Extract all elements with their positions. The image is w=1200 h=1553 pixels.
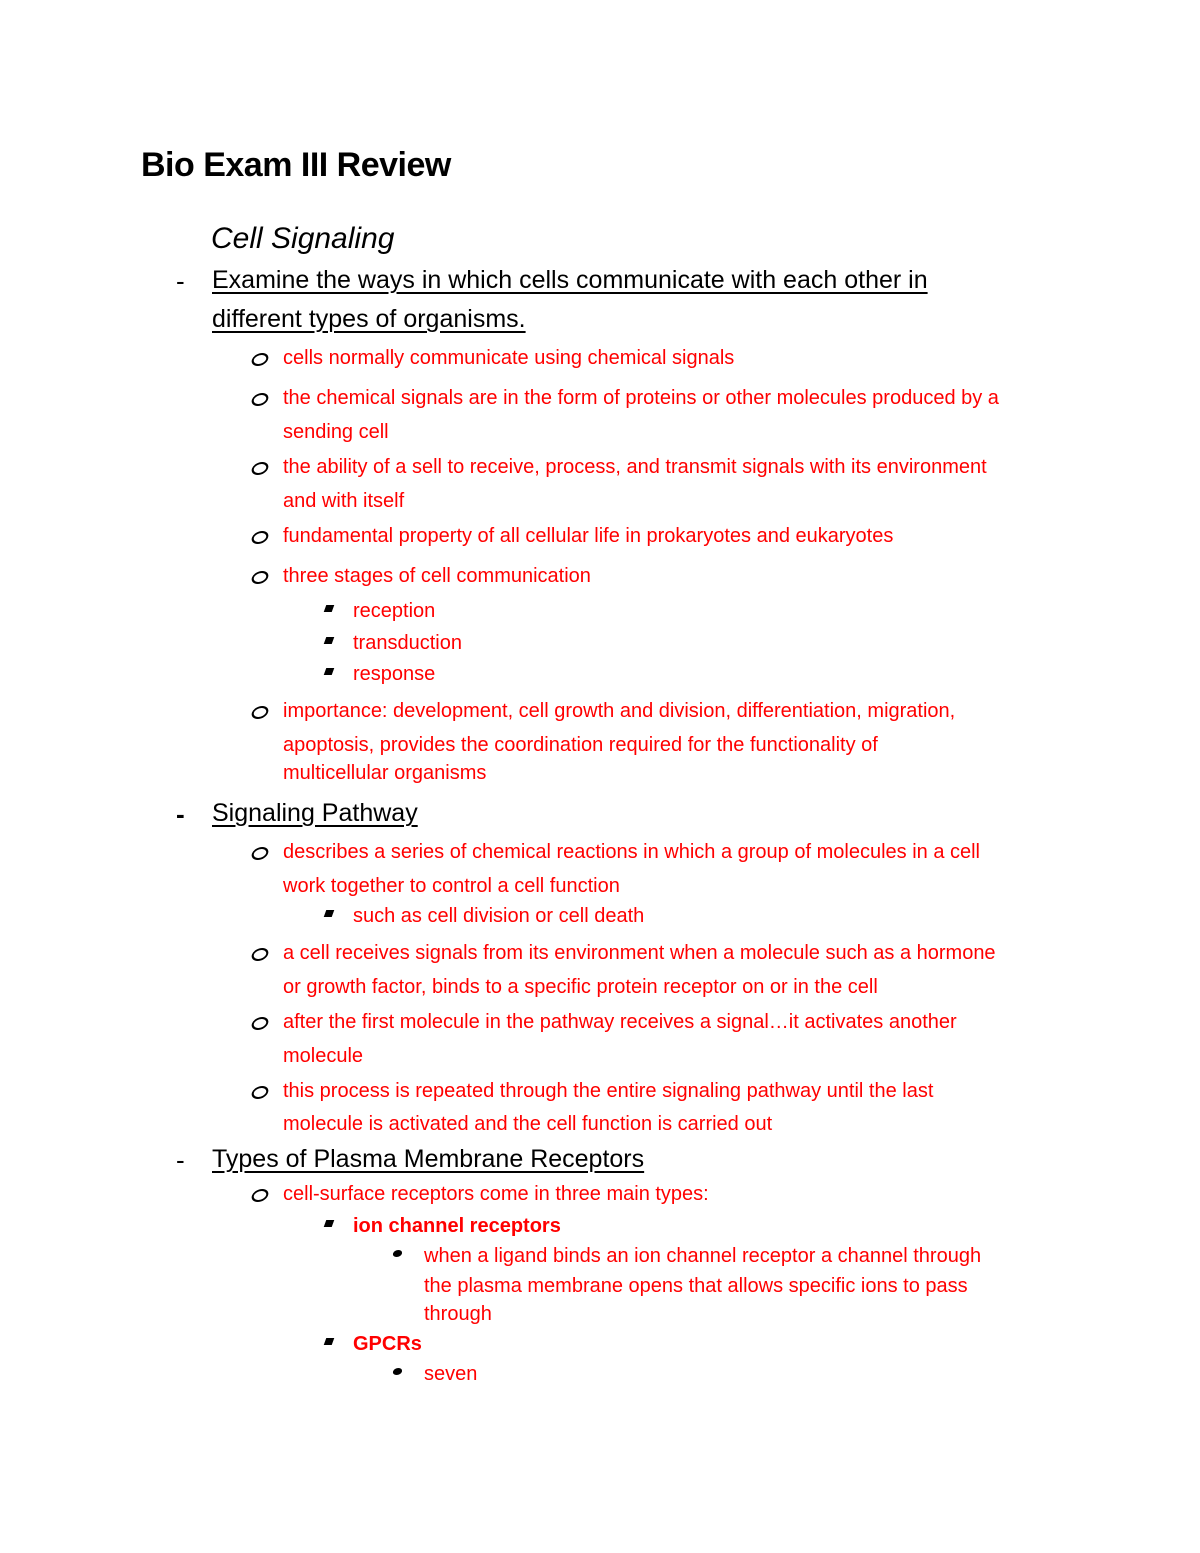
square-bullet-icon bbox=[324, 605, 335, 612]
document-title: Bio Exam III Review bbox=[141, 146, 451, 184]
list-item-cont: and with itself bbox=[283, 490, 405, 512]
list-item: this process is repeated through the entire signaling pathway until the last bbox=[283, 1080, 934, 1102]
circle-bullet-icon bbox=[250, 1017, 271, 1030]
square-bullet-icon bbox=[324, 1338, 335, 1345]
topic-heading: Examine the ways in which cells communicate with each other in bbox=[212, 266, 928, 294]
list-item: importance: development, cell growth and division, differentiation, migration, bbox=[283, 700, 956, 722]
sub-list-item: GPCRs bbox=[353, 1333, 422, 1355]
list-item-cont: molecule bbox=[283, 1045, 364, 1067]
sub-sub-list-item: when a ligand binds an ion channel receptor a channel through bbox=[424, 1245, 982, 1267]
sub-sub-list-item-cont: through bbox=[424, 1303, 492, 1325]
list-item-cont: or growth factor, binds to a specific protein receptor on or in the cell bbox=[283, 976, 878, 998]
list-item: the chemical signals are in the form of proteins or other molecules produced by a bbox=[283, 387, 999, 409]
circle-bullet-icon bbox=[250, 948, 271, 961]
dash-bullet: - bbox=[176, 1145, 185, 1175]
sub-list-item: such as cell division or cell death bbox=[353, 905, 645, 927]
list-item: the ability of a sell to receive, process, and transmit signals with its environment bbox=[283, 456, 987, 478]
list-item: a cell receives signals from its environment when a molecule such as a hormone bbox=[283, 942, 996, 964]
circle-bullet-icon bbox=[250, 706, 271, 719]
sub-list-item: response bbox=[353, 663, 436, 685]
topic-heading-cont: different types of organisms. bbox=[212, 305, 526, 333]
circle-bullet-icon bbox=[250, 353, 271, 366]
list-item-cont: sending cell bbox=[283, 421, 389, 443]
dot-bullet-icon bbox=[392, 1368, 403, 1375]
list-item-cont: multicellular organisms bbox=[283, 762, 487, 784]
circle-bullet-icon bbox=[250, 847, 271, 860]
sub-sub-list-item: seven bbox=[424, 1363, 478, 1385]
list-item-cont: work together to control a cell function bbox=[283, 875, 620, 897]
circle-bullet-icon bbox=[250, 571, 271, 584]
circle-bullet-icon bbox=[250, 1189, 271, 1202]
sub-list-item: transduction bbox=[353, 632, 462, 654]
circle-bullet-icon bbox=[250, 1086, 271, 1099]
list-item: fundamental property of all cellular life in prokaryotes and eukaryotes bbox=[283, 525, 894, 547]
section-title: Cell Signaling bbox=[211, 222, 395, 255]
sub-list-item: reception bbox=[353, 600, 436, 622]
dot-bullet-icon bbox=[392, 1250, 403, 1257]
circle-bullet-icon bbox=[250, 531, 271, 544]
list-item: cell-surface receptors come in three main types: bbox=[283, 1183, 709, 1205]
square-bullet-icon bbox=[324, 637, 335, 644]
dash-bullet: - bbox=[176, 799, 185, 829]
square-bullet-icon bbox=[324, 910, 335, 917]
sub-list-item: ion channel receptors bbox=[353, 1215, 561, 1237]
circle-bullet-icon bbox=[250, 462, 271, 475]
list-item: cells normally communicate using chemical signals bbox=[283, 347, 735, 369]
list-item: describes a series of chemical reactions in which a group of molecules in a cell bbox=[283, 841, 981, 863]
square-bullet-icon bbox=[324, 668, 335, 675]
dash-bullet: - bbox=[176, 266, 185, 296]
list-item: three stages of cell communication bbox=[283, 565, 591, 587]
sub-sub-list-item-cont: the plasma membrane opens that allows specific ions to pass bbox=[424, 1275, 968, 1297]
list-item: after the first molecule in the pathway receives a signal…it activates another bbox=[283, 1011, 957, 1033]
topic-heading: Types of Plasma Membrane Receptors bbox=[212, 1145, 645, 1173]
topic-heading: Signaling Pathway bbox=[212, 799, 418, 827]
circle-bullet-icon bbox=[250, 393, 271, 406]
list-item-cont: apoptosis, provides the coordination required for the functionality of bbox=[283, 734, 878, 756]
list-item-cont: molecule is activated and the cell function is carried out bbox=[283, 1113, 773, 1135]
square-bullet-icon bbox=[324, 1220, 335, 1227]
